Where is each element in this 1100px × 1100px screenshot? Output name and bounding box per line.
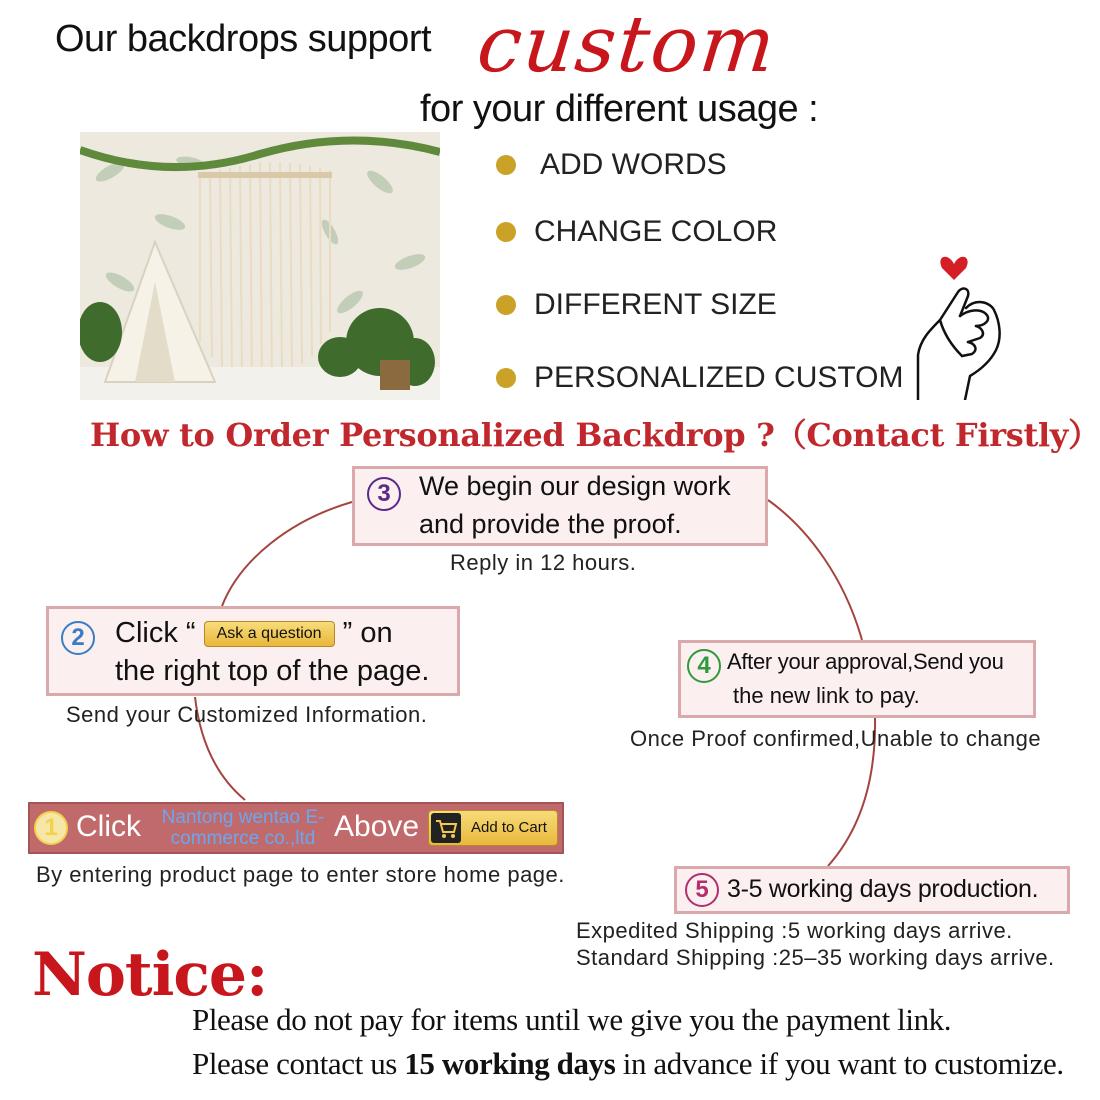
notice-line-2-post: in advance if you want to customize. — [615, 1046, 1064, 1081]
step-3-box — [352, 466, 768, 546]
headline: Our backdrops support — [55, 18, 432, 60]
add-to-cart-button[interactable] — [428, 810, 558, 846]
step-number: 1 — [34, 811, 68, 845]
step-number: 3 — [367, 477, 401, 511]
notice-title: Notice: — [32, 940, 268, 1010]
step-1-click: Click — [76, 810, 141, 843]
feature-label: DIFFERENT SIZE — [534, 288, 777, 321]
step-3-line2: and provide the proof. — [419, 509, 682, 539]
step-2-caption: Send your Customized Information. — [66, 702, 428, 727]
store-name-link[interactable]: Nantong wentao E-commerce co.,ltd — [161, 807, 325, 849]
order-title: How to Order Personalized Backdrop ?（Contact Firstly） — [90, 416, 1100, 454]
usage-line: for your different usage : — [420, 88, 819, 130]
step-1-above: Above — [334, 810, 420, 843]
notice-line-2 — [192, 1046, 1064, 1082]
step-1-box — [28, 802, 564, 854]
step-2-box — [46, 606, 460, 696]
step-2-line1 — [115, 617, 393, 650]
step-3-line1: We begin our design work — [419, 471, 731, 501]
step-4-box — [678, 640, 1036, 718]
step-1-caption: By entering product page to enter store home page. — [36, 862, 565, 887]
notice-line-2-pre: Please contact us — [192, 1046, 405, 1081]
step-number: 2 — [61, 621, 95, 655]
step-number: 5 — [685, 873, 719, 907]
step-2-line2: the right top of the page. — [115, 655, 430, 687]
step-2-pre: Click “ — [115, 617, 196, 649]
custom-script-word: custom — [473, 0, 781, 90]
step-5-caption-2: Standard Shipping :25–35 working days arrive. — [576, 945, 1055, 970]
feature-label: ADD WORDS — [540, 148, 727, 181]
feature-label: CHANGE COLOR — [534, 215, 778, 248]
step-4-line2: the new link to pay. — [733, 683, 920, 708]
shopping-cart-icon — [431, 813, 461, 843]
step-5-line1: 3-5 working days production. — [727, 875, 1039, 903]
step-5-caption-1: Expedited Shipping :5 working days arrive. — [576, 918, 1013, 943]
add-to-cart-label: Add to Cart — [471, 819, 547, 836]
step-4-line1: After your approval,Send you — [727, 649, 1004, 674]
ask-question-button[interactable]: Ask a question — [204, 621, 335, 647]
step-2-post: ” on — [342, 617, 393, 649]
notice-line-1: Please do not pay for items until we give you the payment link. — [192, 1002, 952, 1037]
step-5-box — [674, 866, 1070, 914]
step-number: 4 — [687, 649, 721, 683]
step-3-caption: Reply in 12 hours. — [450, 550, 637, 575]
notice-line-2-bold: 15 working days — [404, 1046, 616, 1081]
step-4-caption: Once Proof confirmed,Unable to change — [630, 726, 1042, 751]
feature-label: PERSONALIZED CUSTOM — [534, 361, 904, 394]
